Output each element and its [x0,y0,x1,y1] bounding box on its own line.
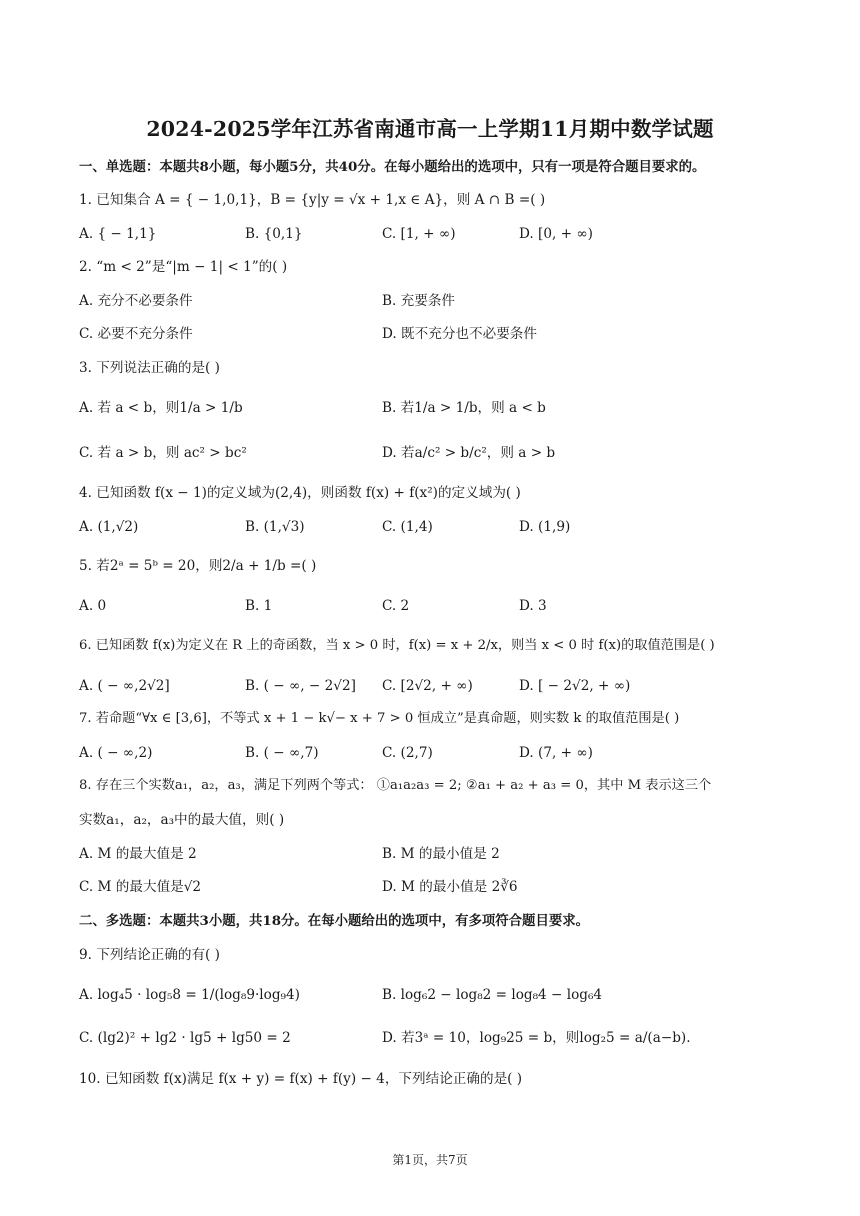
section-single-choice-header: 一、单选题：本题共8小题，每小题5分，共40分。在每小题给出的选项中，只有一项是符合题目要求的。 [79,159,706,175]
q6-option-c: C. [2√2, + ∞) [382,678,473,694]
q3-option-b: B. 若1/a > 1/b，则 a < b [382,400,546,416]
q4-option-d: D. (1,9) [519,519,571,535]
question-2-stem: 2. “m < 2”是“|m − 1| < 1”的( ) [79,259,288,275]
q8-option-d: D. M 的最小值是 2∛6 [382,879,518,895]
q1-option-b: B. {0,1} [245,226,303,242]
q1-option-a: A. { − 1,1} [79,226,157,242]
question-3-stem: 3. 下列说法正确的是( ) [79,360,220,376]
q4-option-c: C. (1,4) [382,519,433,535]
q5-option-b: B. 1 [245,598,273,614]
q6-option-a: A. ( − ∞,2√2] [79,678,170,694]
q9-option-b: B. log₆2 − log₈2 = log₈4 − log₆4 [382,987,603,1003]
q7-option-a: A. ( − ∞,2) [79,745,153,761]
q6-option-b: B. ( − ∞, − 2√2] [245,678,356,694]
question-7-stem: 7. 若命题“∀x ∈ [3,6]，不等式 x + 1 − k√− x + 7 > 0 恒成立”是真命题，则实数 k 的取值范围是( ) [79,711,680,726]
section-multiple-choice-header: 二、多选题：本题共3小题，共18分。在每小题给出的选项中，有多项符合题目要求。 [79,913,590,929]
question-5-stem: 5. 若2ᵃ = 5ᵇ = 20，则2/a + 1/b =( ) [79,558,317,574]
question-10-stem: 10. 已知函数 f(x)满足 f(x + y) = f(x) + f(y) − 4，下列结论正确的是( ) [79,1071,523,1087]
q5-option-c: C. 2 [382,598,410,614]
q5-option-a: A. 0 [79,598,107,614]
q4-option-a: A. (1,√2) [79,519,139,535]
page-title: 2024-2025学年江苏省南通市高一上学期11月期中数学试题 [146,117,714,141]
q3-option-d: D. 若a/c² > b/c²，则 a > b [382,445,556,461]
q1-option-d: D. [0, + ∞) [519,226,593,242]
question-9-stem: 9. 下列结论正确的有( ) [79,947,220,963]
q9-option-c: C. (lg2)² + lg2 · lg5 + lg50 = 2 [79,1030,291,1046]
q8-option-c: C. M 的最大值是√2 [79,879,202,895]
q9-option-a: A. log₄5 · log₅8 = 1/(log₈9·log₉4) [79,987,300,1003]
q9-option-d: D. 若3ᵃ = 10，log₉25 = b，则log₂5 = a/(a−b). [382,1030,691,1046]
q3-option-c: C. 若 a > b，则 ac² > bc² [79,445,247,461]
q6-option-d: D. [ − 2√2, + ∞) [519,678,631,694]
question-1-stem: 1. 已知集合 A = { − 1,0,1}，B = {y|y = √x + 1,x ∈ A}，则 A ∩ B =( ) [79,192,546,208]
q7-option-c: C. (2,7) [382,745,433,761]
question-6-stem: 6. 已知函数 f(x)为定义在 R 上的奇函数，当 x > 0 时，f(x) = x + 2/x，则当 x < 0 时 f(x)的取值范围是( ) [79,638,715,653]
q5-option-d: D. 3 [519,598,547,614]
q8-option-a: A. M 的最大值是 2 [79,846,197,862]
q2-option-d: D. 既不充分也不必要条件 [382,326,537,342]
question-8-stem-line2: 实数a₁，a₂，a₃中的最大值，则( ) [79,812,285,828]
q7-option-b: B. ( − ∞,7) [245,745,319,761]
q3-option-a: A. 若 a < b，则1/a > 1/b [79,400,243,416]
q8-option-b: B. M 的最小值是 2 [382,846,500,862]
q7-option-d: D. (7, + ∞) [519,745,593,761]
q2-option-b: B. 充要条件 [382,293,456,309]
question-4-stem: 4. 已知函数 f(x − 1)的定义域为(2,4)，则函数 f(x) + f(x²)的定义域为( ) [79,485,521,501]
page-footer: 第1页，共7页 [392,1153,468,1167]
q4-option-b: B. (1,√3) [245,519,305,535]
q2-option-c: C. 必要不充分条件 [79,326,193,342]
q1-option-c: C. [1, + ∞) [382,226,456,242]
q2-option-a: A. 充分不必要条件 [79,293,193,309]
question-8-stem-line1: 8. 存在三个实数a₁，a₂，a₃，满足下列两个等式： ①a₁a₂a₃ = 2; ②a₁ + a₂ + a₃ = 0，其中 M 表示这三个 [79,778,712,793]
